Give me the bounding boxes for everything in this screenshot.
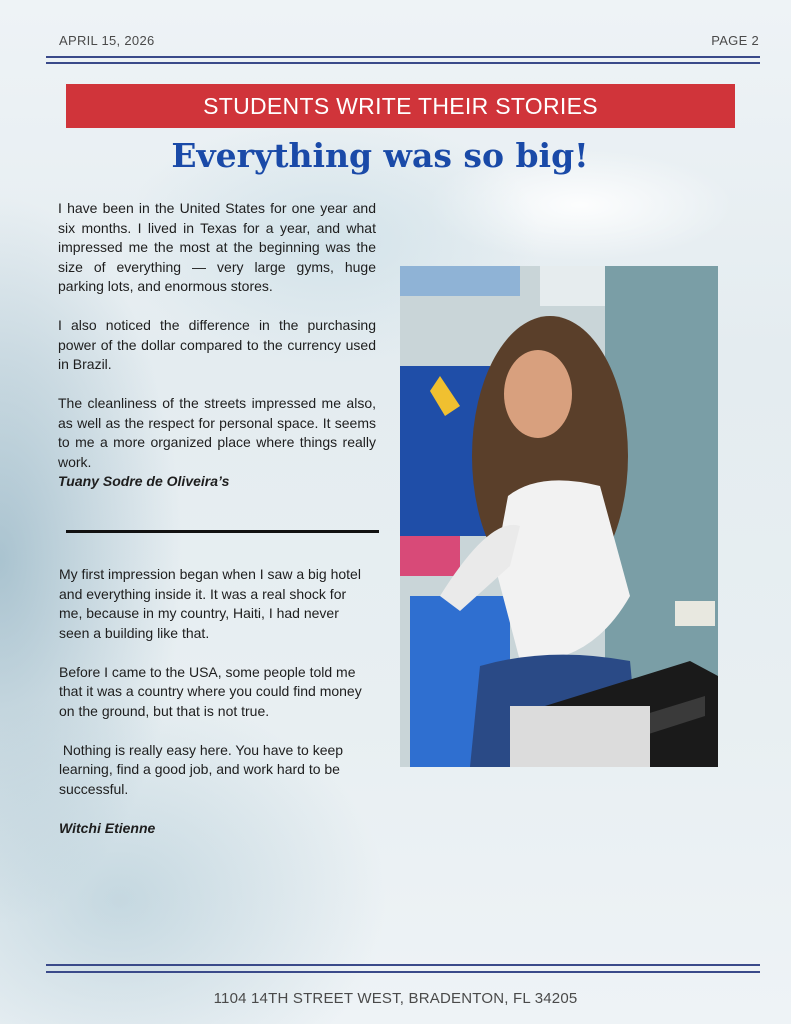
- footer-address: 1104 14TH STREET WEST, BRADENTON, FL 34205: [213, 990, 578, 1007]
- header-date: APRIL 15, 2026: [59, 33, 155, 48]
- story-one-paragraph: I also noticed the difference in the purchasing power of the dollar compared to the currency used in Brazil.: [58, 317, 376, 372]
- story-two-paragraph: My first impression began when I saw a big hotel and everything inside it. It was a real shock for me, because in my country, Haiti, I had never seen a building like that.: [59, 566, 361, 641]
- header-page-number: PAGE 2: [711, 33, 759, 48]
- header-rule-bottom: [46, 62, 760, 64]
- story-two-paragraph: Before I came to the USA, some people told me that it was a country where you could find money on the ground, but that is not true.: [59, 663, 362, 719]
- article-title: Everything was so big!: [171, 136, 589, 175]
- story-two-author: Witchi Etienne: [59, 819, 156, 836]
- student-photo: [400, 266, 718, 767]
- footer-rule-bottom: [46, 971, 760, 973]
- header-rule-top: [46, 56, 760, 58]
- story-one: [58, 199, 376, 511]
- story-two: [59, 565, 371, 858]
- story-separator: [66, 530, 379, 533]
- section-banner: STUDENTS WRITE THEIR STORIES: [66, 84, 735, 128]
- story-one-author: Tuany Sodre de Oliveira’s: [58, 473, 230, 489]
- story-two-paragraph: Nothing is really easy here. You have to keep learning, find a good job, and work hard to be successful.: [59, 741, 347, 797]
- footer-rule-top: [46, 964, 760, 966]
- story-one-paragraph: The cleanliness of the streets impressed me also, as well as the respect for personal space. It seems to me a more organized place where things really work.: [58, 395, 376, 470]
- story-one-paragraph: I have been in the United States for one year and six months. I lived in Texas for a year, and what impressed me the most at the beginning was the size of everything — very large gyms, huge parking lots, and enormous stores.: [58, 200, 376, 294]
